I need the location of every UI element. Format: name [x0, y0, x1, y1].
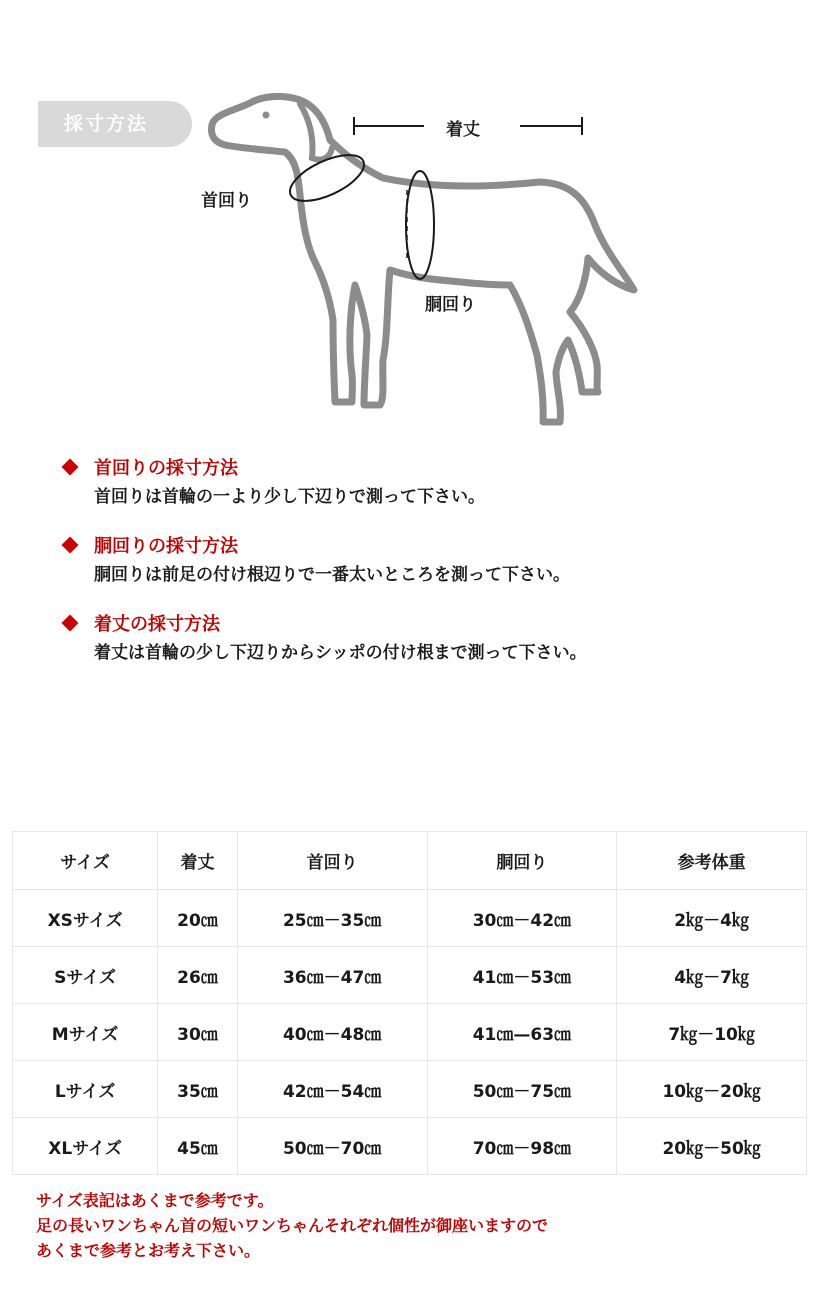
table-row: [13, 947, 807, 1004]
size-table: [12, 831, 807, 1175]
method-title: 着丈の採寸方法: [94, 614, 220, 635]
method-title: 首回りの採寸方法: [94, 458, 238, 479]
section-tag: 採寸方法: [38, 101, 192, 147]
cell: 20㎏－50㎏: [617, 1118, 807, 1175]
method-desc: 着丈は首輪の少し下辺りからシッポの付け根まで測って下さい。: [94, 643, 587, 663]
header-neck: 首回り: [237, 832, 427, 890]
method-neck: [60, 452, 800, 512]
measurement-methods: [60, 452, 800, 686]
cell: XLサイズ: [13, 1118, 158, 1175]
cell: 45㎝: [158, 1118, 238, 1175]
cell: 36㎝－47㎝: [237, 947, 427, 1004]
diamond-bullet-icon: [62, 615, 79, 632]
table-row: [13, 1061, 807, 1118]
cell: 4㎏－7㎏: [617, 947, 807, 1004]
diamond-bullet-icon: [62, 459, 79, 476]
cell: 10㎏－20㎏: [617, 1061, 807, 1118]
cell: 30㎝－42㎝: [427, 890, 617, 947]
table-row: [13, 1118, 807, 1175]
cell: Sサイズ: [13, 947, 158, 1004]
table-header-row: [13, 832, 807, 890]
header-chest: 胴回り: [427, 832, 617, 890]
cell: 50㎝－75㎝: [427, 1061, 617, 1118]
cell: 7㎏－10㎏: [617, 1004, 807, 1061]
cell: 2㎏－4㎏: [617, 890, 807, 947]
header-weight: 参考体重: [617, 832, 807, 890]
note-line: 足の長いワンちゃん首の短いワンちゃんそれぞれ個性が御座いますので: [36, 1216, 549, 1235]
method-length: [60, 608, 800, 668]
dog-measurement-diagram: [0, 0, 819, 440]
header-length: 着丈: [158, 832, 238, 890]
cell: 35㎝: [158, 1061, 238, 1118]
cell: Lサイズ: [13, 1061, 158, 1118]
size-notes: [36, 1188, 806, 1263]
cell: 70㎝－98㎝: [427, 1118, 617, 1175]
cell: XSサイズ: [13, 890, 158, 947]
cell: 26㎝: [158, 947, 238, 1004]
method-desc: 胴回りは前足の付け根辺りで一番太いところを測って下さい。: [94, 565, 570, 585]
cell: 20㎝: [158, 890, 238, 947]
cell: Mサイズ: [13, 1004, 158, 1061]
cell: 41㎝－53㎝: [427, 947, 617, 1004]
method-desc: 首回りは首輪の一より少し下辺りで測って下さい。: [94, 487, 485, 507]
dog-outline: [212, 96, 634, 422]
method-chest: [60, 530, 800, 590]
cell: 42㎝－54㎝: [237, 1061, 427, 1118]
table-row: [13, 890, 807, 947]
table-row: [13, 1004, 807, 1061]
cell: 50㎝－70㎝: [237, 1118, 427, 1175]
diamond-bullet-icon: [62, 537, 79, 554]
cell: 41㎝—63㎝: [427, 1004, 617, 1061]
header-size: サイズ: [13, 832, 158, 890]
note-line: あくまで参考とお考え下さい。: [36, 1241, 261, 1260]
chest-label: 胴回り: [425, 295, 476, 315]
cell: 30㎝: [158, 1004, 238, 1061]
length-label: 着丈: [446, 120, 480, 140]
neck-label: 首回り: [201, 191, 252, 211]
note-line: サイズ表記はあくまで参考です。: [36, 1191, 274, 1210]
dog-eye: [263, 112, 270, 119]
cell: 40㎝－48㎝: [237, 1004, 427, 1061]
method-title: 胴回りの採寸方法: [94, 536, 238, 557]
cell: 25㎝－35㎝: [237, 890, 427, 947]
chest-marker: [406, 171, 434, 279]
